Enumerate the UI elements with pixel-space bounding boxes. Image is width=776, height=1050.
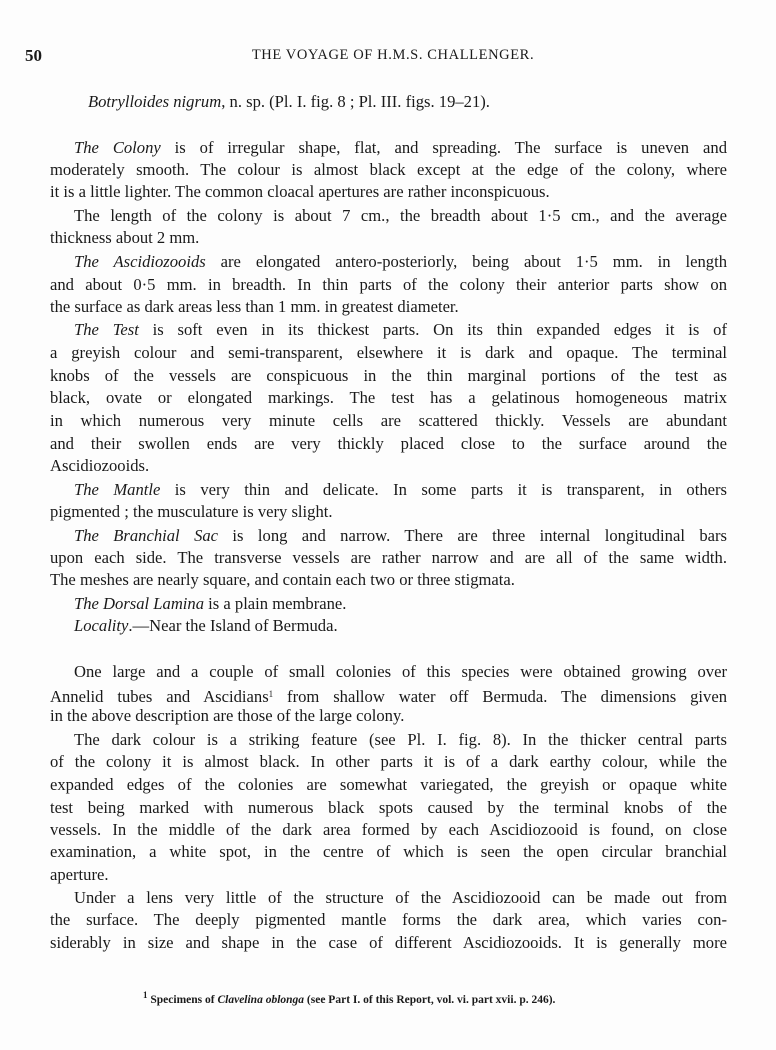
- text-line: [50, 274, 727, 296]
- text-line: [74, 205, 727, 227]
- text-run: of the colony it is almost black. In other parts it is of a dark earthy colour, while the: [50, 752, 727, 771]
- species-heading: [88, 91, 728, 113]
- text-line: [50, 296, 727, 318]
- text-run: moderately smooth. The colour is almost black except at the edge of the colony, where: [50, 160, 727, 179]
- text-line: [74, 479, 727, 501]
- footnote: [143, 990, 555, 1006]
- text-line: [74, 729, 727, 751]
- text-line: [50, 774, 727, 796]
- text-line: [50, 864, 727, 886]
- text-run: the surface as dark areas less than 1 mm. in greatest diameter.: [50, 297, 459, 316]
- text-run: and their swollen ends are very thickly placed close to the surface around the: [50, 434, 727, 453]
- text-run: is of irregular shape, flat, and spreading. The surface is uneven and: [160, 138, 727, 157]
- text-run: One large and a couple of small colonies of this species were obtained growing over: [74, 662, 727, 681]
- text-line: [74, 887, 727, 909]
- text-run: siderably in size and shape in the case of different Ascidiozooids. It is generally more: [50, 933, 727, 952]
- text-line: [74, 137, 727, 159]
- page-number: 50: [25, 46, 42, 65]
- text-line: [50, 797, 727, 819]
- text-line: [50, 819, 727, 841]
- text-line: [50, 227, 727, 249]
- text-run: from shallow water off Bermuda. The dimensions given: [273, 687, 727, 706]
- text-run: thickness about 2 mm.: [50, 228, 200, 247]
- text-line: [50, 841, 727, 863]
- text-run: a greyish colour and semi-transparent, elsewhere it is dark and opaque. The terminal: [50, 343, 727, 362]
- text-run: vessels. In the middle of the dark area formed by each Ascidiozooid is found, on close: [50, 820, 727, 839]
- italic-term: The Test: [74, 320, 139, 339]
- text-line: [50, 705, 727, 727]
- text-line: [50, 569, 727, 591]
- text-line: [50, 455, 727, 477]
- text-line: [50, 909, 727, 931]
- text-run: The dark colour is a striking feature (see Pl. I. fig. 8). In the thicker central parts: [74, 730, 727, 749]
- italic-term: The Branchial Sac: [74, 526, 219, 545]
- text-run: black, ovate or elongated markings. The test has a gelatinous homogeneous matrix: [50, 388, 727, 407]
- text-run: test being marked with numerous black spots caused by the terminal knobs of the: [50, 798, 727, 817]
- text-line: [50, 365, 727, 387]
- text-line: [74, 251, 727, 273]
- text-run: examination, a white spot, in the centre of which is seen the open circular branchial: [50, 842, 727, 861]
- text-run: in which numerous very minute cells are scattered thickly. Vessels are abundant: [50, 411, 727, 430]
- italic-term: Clavelina oblonga: [217, 994, 305, 1006]
- italic-term: The Ascidiozooids: [74, 252, 206, 271]
- italic-term: The Dorsal Lamina: [74, 594, 205, 613]
- text-run: and about 0·5 mm. in breadth. In thin parts of the colony their anterior parts show on: [50, 275, 727, 294]
- text-run: .—Near the Island of Bermuda.: [128, 616, 338, 635]
- footnote-marker: 1: [143, 990, 148, 1000]
- text-run: knobs of the vessels are conspicuous in the thin marginal portions of the test as: [50, 366, 727, 385]
- text-run: in the above description are those of the large colony.: [50, 706, 405, 725]
- text-run: is long and narrow. There are three internal longitudinal bars: [218, 526, 727, 545]
- text-line: [50, 433, 727, 455]
- text-run: expanded edges of the colonies are somewhat variegated, the greyish or opaque white: [50, 775, 727, 794]
- text-line: [74, 525, 727, 547]
- italic-term: The Colony: [74, 138, 161, 157]
- italic-term: The Mantle: [74, 480, 161, 499]
- text-run: Ascidiozooids.: [50, 456, 150, 475]
- text-run: Annelid tubes and Ascidians: [50, 687, 269, 706]
- text-line: [50, 181, 727, 203]
- text-line: [74, 319, 727, 341]
- text-line: [74, 615, 727, 637]
- text-line: [50, 159, 727, 181]
- italic-term: Locality: [74, 616, 129, 635]
- text-line: [74, 593, 727, 615]
- text-run: pigmented ; the musculature is very slight.: [50, 502, 333, 521]
- text-run: is soft even in its thickest parts. On its thin expanded edges it is of: [138, 320, 727, 339]
- text-run: Specimens of: [147, 994, 218, 1006]
- text-run: The length of the colony is about 7 cm., the breadth about 1·5 cm., and the average: [74, 206, 727, 225]
- text-line: [50, 387, 727, 409]
- text-line: [50, 342, 727, 364]
- text-run: The meshes are nearly square, and contain each two or three stigmata.: [50, 570, 515, 589]
- text-run: it is a little lighter. The common cloacal apertures are rather inconspicuous.: [50, 182, 550, 201]
- text-run: , n. sp. (Pl. I. fig. 8 ; Pl. III. figs. 19–21).: [221, 92, 490, 111]
- text-run: are elongated antero-posteriorly, being about 1·5 mm. in length: [205, 252, 727, 271]
- text-line: [50, 501, 727, 523]
- text-run: is a plain membrane.: [204, 594, 347, 613]
- text-line: [50, 410, 727, 432]
- running-title: THE VOYAGE OF H.M.S. CHALLENGER.: [251, 47, 535, 63]
- text-run: Under a lens very little of the structure of the Ascidiozooid can be made out from: [74, 888, 727, 907]
- text-run: (see Part I. of this Report, vol. vi. part xvii. p. 246).: [304, 994, 556, 1006]
- text-run: is very thin and delicate. In some parts it is transparent, in others: [160, 480, 727, 499]
- text-line: [74, 661, 727, 683]
- text-run: aperture.: [50, 865, 109, 884]
- text-line: [50, 547, 727, 569]
- text-run: upon each side. The transverse vessels are rather narrow and are all of the same width.: [50, 548, 727, 567]
- text-line: [50, 932, 727, 954]
- text-line: [50, 751, 727, 773]
- text-run: the surface. The deeply pigmented mantle forms the dark area, which varies con-: [50, 910, 727, 929]
- footnote-marker: 1: [268, 689, 274, 699]
- italic-term: Botrylloides nigrum: [88, 92, 222, 111]
